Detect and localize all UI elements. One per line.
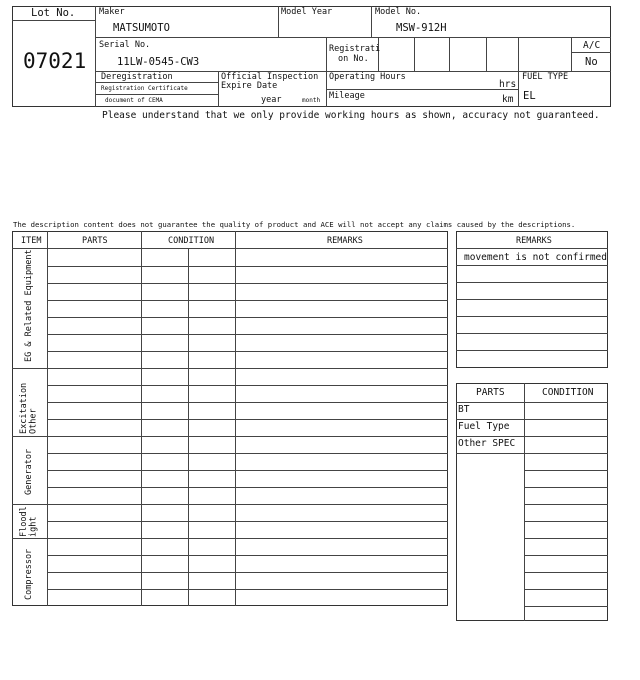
col-header-remarks: REMARKS: [327, 236, 363, 246]
model-no-label: Model No.: [375, 7, 422, 17]
section-divider: [12, 436, 448, 437]
km-label: km: [502, 94, 514, 105]
operating-hours-label: Operating Hours: [329, 72, 406, 82]
lot-label: Lot No.: [31, 7, 76, 19]
divider: [414, 37, 415, 71]
remarks-row-line: [456, 316, 608, 317]
month-label: month: [302, 97, 321, 104]
table-row-line: [47, 317, 448, 318]
divider: [12, 20, 95, 21]
table-row-line: [47, 521, 448, 522]
document-label: document of CEMA: [105, 97, 163, 104]
divider: [518, 37, 519, 107]
serial-value: 11LW-0545-CW3: [117, 56, 200, 68]
parts-col-header: PARTS: [476, 387, 505, 398]
registration-certificate-label: Registration Certificate: [101, 85, 188, 92]
divider: [486, 37, 487, 71]
model-year-label: Model Year: [281, 7, 333, 17]
divider: [95, 82, 218, 83]
remarks-header: REMARKS: [516, 236, 552, 246]
fuel-type-label: FUEL TYPE: [522, 72, 569, 82]
divider: [326, 37, 327, 107]
parts-row-line: [524, 521, 608, 522]
parts-row-fuel-type: Fuel Type: [458, 421, 510, 432]
inspection-label: Official Inspection: [221, 72, 319, 82]
deregistration-label: Deregistration: [101, 72, 173, 82]
remarks-row-line: [456, 333, 608, 334]
parts-row-other-spec: Other SPEC: [458, 438, 516, 449]
table-row-line: [47, 453, 448, 454]
remarks-row-line: [456, 265, 608, 266]
remarks-row-line: [456, 282, 608, 283]
registration-label: Registrati: [329, 44, 381, 54]
table-row-line: [47, 334, 448, 335]
divider: [456, 453, 608, 454]
table-row-line: [47, 470, 448, 471]
divider: [95, 94, 218, 95]
table-row-line: [47, 555, 448, 556]
notice-text: Please understand that we only provide working hours as shown, accuracy not guaranteed.: [102, 110, 600, 121]
table-row-line: [47, 385, 448, 386]
divider: [278, 6, 279, 37]
remarks-row-line: [456, 299, 608, 300]
table-row-line: [47, 300, 448, 301]
divider: [571, 37, 572, 71]
section-divider: [12, 368, 448, 369]
remarks-row-line: [456, 350, 608, 351]
divider: [188, 248, 189, 606]
hrs-label: hrs: [499, 79, 517, 90]
divider: [95, 37, 611, 38]
divider: [449, 37, 450, 71]
table-row-line: [47, 487, 448, 488]
lot-number: 07021: [23, 49, 87, 73]
ac-label: A/C: [583, 40, 601, 51]
disclaimer-text: The description content does not guarantee the quality of product and ACE will not accept any claims caused by the descriptions.: [13, 220, 576, 229]
col-header-condition: CONDITION: [168, 236, 215, 246]
parts-row-line: [524, 504, 608, 505]
parts-row-line: [524, 572, 608, 573]
parts-row-line: [524, 538, 608, 539]
table-row-line: [47, 419, 448, 420]
serial-label: Serial No.: [99, 40, 151, 50]
section-label-eg: EG & Related Equipment: [24, 249, 34, 362]
divider: [12, 248, 448, 249]
ac-value: No: [585, 56, 598, 68]
table-row-line: [47, 589, 448, 590]
divider: [95, 6, 96, 107]
section-divider: [12, 504, 448, 505]
fuel-type-value: EL: [523, 90, 536, 102]
maker-label: Maker: [99, 7, 125, 17]
table-row-line: [47, 283, 448, 284]
parts-row-line: [524, 555, 608, 556]
divider: [326, 89, 518, 90]
section-divider: [12, 538, 448, 539]
year-label: year: [261, 95, 282, 105]
table-row-line: [47, 351, 448, 352]
parts-row-line: [524, 606, 608, 607]
divider: [456, 436, 608, 437]
parts-row-line: [524, 487, 608, 488]
col-header-item: ITEM: [21, 236, 42, 246]
table-row-line: [47, 572, 448, 573]
section-label-generator: Generator: [24, 448, 34, 495]
table-row-line: [47, 402, 448, 403]
condition-col-header: CONDITION: [542, 387, 594, 398]
col-header-parts: PARTS: [82, 236, 108, 246]
remarks-first-row: movement is not confirmed: [464, 252, 607, 263]
registration-label-cont: on No.: [338, 54, 369, 64]
table-row-line: [47, 266, 448, 267]
divider: [378, 37, 379, 71]
mileage-label: Mileage: [329, 91, 365, 101]
section-label-floodlight: Floodl ight: [19, 506, 39, 537]
divider: [456, 419, 608, 420]
divider: [371, 6, 372, 37]
parts-row-line: [524, 470, 608, 471]
divider: [456, 248, 608, 249]
parts-row-line: [524, 589, 608, 590]
inspection-label-cont: Expire Date: [221, 81, 278, 91]
divider: [456, 402, 608, 403]
parts-row-bt: BT: [458, 404, 470, 415]
divider: [571, 52, 611, 53]
section-label-excitation: Excitation Other: [19, 382, 39, 434]
divider: [218, 71, 219, 107]
maker-value: MATSUMOTO: [113, 22, 170, 34]
section-label-compressor: Compressor: [24, 548, 34, 600]
model-no-value: MSW-912H: [396, 22, 447, 34]
